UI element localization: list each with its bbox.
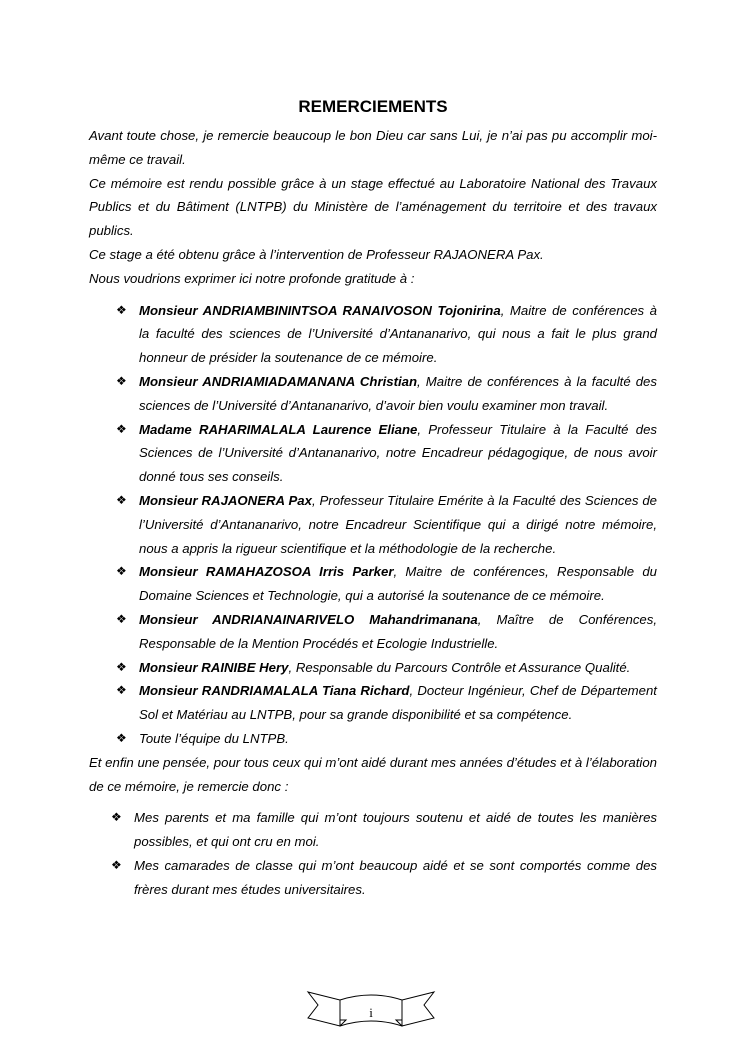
person-description: , Responsable du Parcours Contrôle et Assurance Qualité. — [288, 659, 631, 675]
diamond-bullet-icon: ❖ — [116, 611, 127, 626]
person-description: , Professeur Titulaire Emérite à la Faculté des Sciences de l’Université d’Antananarivo, notre Encadreur Scientifique qui a dirigé notre mémoire, nous a appris la rigueur scientifique et la méthodologie de la recherche. — [139, 492, 657, 556]
diamond-bullet-icon: ❖ — [116, 564, 127, 579]
list-item — [89, 806, 657, 854]
acknowledgement-list — [89, 299, 657, 751]
diamond-bullet-icon: ❖ — [116, 302, 127, 317]
list-item — [89, 299, 657, 370]
person-description: , Professeur Titulaire à la Faculté des Sciences de l’Université d’Antananarivo, notre Encadreur pédagogique, de nous avoir donné tous ses conseils. — [139, 421, 657, 485]
person-name: Monsieur ANDRIAMIADAMANANA Christian — [139, 373, 418, 389]
page-title: REMERCIEMENTS — [298, 97, 448, 116]
page-number: i — [369, 1005, 373, 1020]
list-item — [89, 560, 657, 608]
personal-thanks-text: Mes parents et ma famille qui m’ont toujours soutenu et aidé de toutes les manières possibles, et qui ont cru en moi. — [134, 810, 657, 850]
list-item — [89, 608, 657, 656]
diamond-bullet-icon: ❖ — [116, 373, 127, 388]
list-item — [89, 679, 657, 727]
list-item — [89, 418, 657, 489]
person-description: , Maitre de conférences à la faculté des sciences de l’Université d’Antananarivo, d’avoir bien voulu examiner mon travail. — [139, 373, 657, 413]
intro-paragraph-3: Ce stage a été obtenu grâce à l’intervention de Professeur RAJAONERA Pax. — [89, 246, 544, 262]
diamond-bullet-icon: ❖ — [111, 857, 122, 872]
person-name: Monsieur RANDRIAMALALA Tiana Richard — [139, 683, 410, 699]
diamond-bullet-icon: ❖ — [116, 730, 127, 745]
person-name: Monsieur ANDRIAMBININTSOA RANAIVOSON Tojonirina — [139, 302, 501, 318]
person-name: Monsieur RAMAHAZOSOA Irris Parker — [139, 564, 394, 580]
closing-paragraph: Et enfin une pensée, pour tous ceux qui m’ont aidé durant mes années d’études et à l’élaboration de ce mémoire, je remercie donc : — [89, 754, 657, 794]
person-name: Madame RAHARIMALALA Laurence Eliane — [139, 421, 418, 437]
diamond-bullet-icon: ❖ — [116, 492, 127, 507]
list-item — [89, 370, 657, 418]
document-page — [89, 96, 657, 902]
diamond-bullet-icon: ❖ — [116, 421, 127, 436]
list-item — [89, 727, 657, 751]
person-description: , Maitre de conférences, Responsable du Domaine Sciences et Technologie, qui a autorisé la soutenance de ce mémoire. — [139, 564, 657, 604]
personal-thanks-list — [89, 806, 657, 901]
person-name: Monsieur RAINIBE Hery — [139, 659, 289, 675]
person-name: Monsieur ANDRIANAINARIVELO Mahandrimanana — [139, 611, 478, 627]
person-description: , Maître de Conférences, Responsable de la Mention Procédés et Ecologie Industrielle. — [139, 611, 658, 651]
intro-paragraph-1: Avant toute chose, je remercie beaucoup le bon Dieu car sans Lui, je n’ai pas pu accomplir moi-même ce travail. — [89, 128, 657, 167]
diamond-bullet-icon: ❖ — [116, 683, 127, 698]
list-item — [89, 854, 657, 902]
person-name: Monsieur RAJAONERA Pax — [139, 492, 312, 508]
personal-thanks-text: Mes camarades de classe qui m’ont beaucoup aidé et se sont comportés comme des frères durant mes études universitaires. — [134, 857, 657, 897]
list-item — [89, 656, 657, 680]
person-description: , Docteur Ingénieur, Chef de Département Sol et Matériau au LNTPB, pour sa grande disponibilité et sa compétence. — [139, 683, 657, 723]
intro-paragraph-4: Nous voudrions exprimer ici notre profonde gratitude à : — [89, 270, 415, 286]
intro-paragraph-2: Ce mémoire est rendu possible grâce à un stage effectué au Laboratoire National des Travaux Publics et du Bâtiment (LNTPB) du Ministère de l’aménagement du territoire et des travaux publics. — [89, 175, 657, 239]
person-description: Toute l’équipe du LNTPB. — [139, 730, 289, 746]
diamond-bullet-icon: ❖ — [116, 659, 127, 674]
diamond-bullet-icon: ❖ — [111, 810, 122, 825]
person-description: , Maitre de conférences à la faculté des sciences de l’Université d’Antananarivo, qui nous a fait le plus grand honneur de présider la soutenance de ce mémoire. — [139, 302, 657, 366]
list-item — [89, 489, 657, 560]
